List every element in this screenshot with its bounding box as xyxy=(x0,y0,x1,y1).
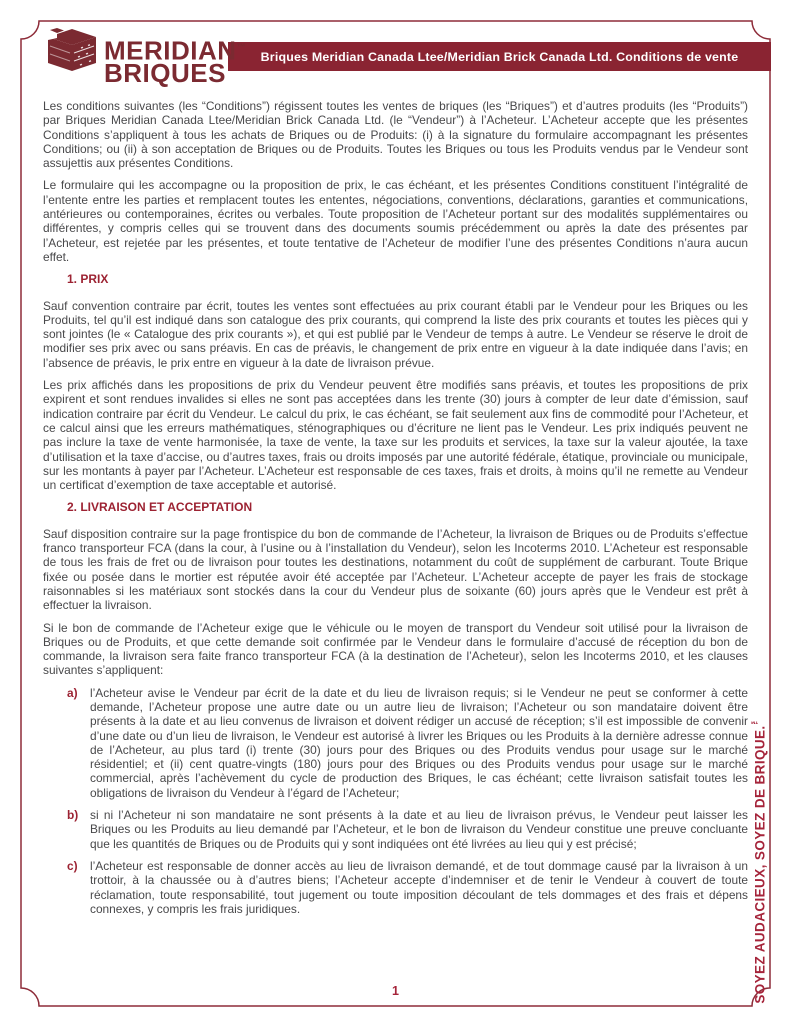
section-1-paragraph-1: Sauf convention contraire par écrit, toutes les ventes sont effectuées au prix courant établi par le Vendeur pour les Briques ou les Produits, tel qu’il est indiqué dans son catalogue des prix courants, qui comprend la liste des prix courants et toutes les pièces qui y sont jointes (le « Catalogue des prix courants »), et qui est publié par le Vendeur de temps à autre. Le Vendeur se réserve le droit de modifier ses prix avec ou sans préavis. En cas de préavis, le changement de prix entre en vigueur à la date indiquée dans l’avis; en l’absence de préavis, le prix entre en vigueur à la date de livraison prévue. xyxy=(43,298,748,370)
list-text-c: l’Acheteur est responsable de donner accès au lieu de livraison demandé, et de tout dommage causé par la livraison à un trottoir, à la chaussée ou à d’autres biens; l’Acheteur accepte d’indemniser et de tenir le Vendeur à couvert de toute réclamation, toute responsabilité, tout jugement ou toute imposition découlant de tels dommages et des frais et dépens connexes, y compris les frais juridiques. xyxy=(90,858,748,916)
tagline-trademark-symbol: ™ xyxy=(749,716,759,726)
logo-line1: MERIDIAN xyxy=(104,35,237,66)
meridian-briques-logo xyxy=(44,26,247,88)
list-marker-b: b) xyxy=(67,808,79,823)
list-marker-a: a) xyxy=(67,685,78,700)
list-marker-c: c) xyxy=(67,858,78,873)
list-text-a: l’Acheteur avise le Vendeur par écrit de la date et du lieu de livraison requis; si le Vendeur ne peut se conformer à cette demande, l’Acheteur propose une autre date ou un autre lieu de livraison; l’Acheteur ou son mandataire doivent être présents à la date et au lieu convenus de livraison et doivent rédiger un accusé de réception; s’il est impossible de convenir d’une date ou d’un lieu de livraison, le Vendeur est autorisé à livrer les Briques ou les Produits à la dernière adresse connue de l’Acheteur, au plus tard (i) trente (30) jours pour des Briques ou des Produits vendus pour usage sur le marché résidentiel; et (ii) cent quatre-vingts (180) jours pour des Briques ou des Produits vendus pour usage sur le marché commercial, après l’achèvement du cycle de production des Briques, le cas échéant; cette livraison satisfait toutes les obligations de livraison du Vendeur à l’égard de l’Acheteur; xyxy=(90,685,748,800)
document-title: Briques Meridian Canada Ltee/Meridian Brick Canada Ltd. Conditions de vente xyxy=(260,49,739,64)
list-item-c xyxy=(67,859,748,916)
section-heading-prix: 1. PRIX xyxy=(67,272,109,287)
logo-line2: BRIQUES xyxy=(104,57,226,88)
section-heading-livraison: 2. LIVRAISON ET ACCEPTATION xyxy=(67,500,253,515)
intro-paragraph-1: Les conditions suivantes (les “Conditions”) régissent toutes les ventes de briques (les “Briques”) et d’autres produits (les “Produits”) par Briques Meridian Canada Ltee/Meridian Brick Canada Ltd. (le “Vendeur”) à l’Acheteur. L’Acheteur accepte que les présentes Conditions s’appliquent à tous les achats de Briques ou de Produits: (i) à la signature du formulaire accompagnant les présentes Conditions; ou (ii) à son acceptation de Briques ou de Produits. Toutes les Briques ou tous les Produits vendus par le Vendeur sont assujettis aux présentes Conditions. xyxy=(43,99,748,171)
section-2-paragraph-1: Sauf disposition contraire sur la page frontispice du bon de commande de l’Acheteur, la livraison de Briques ou de Produits s’effectue franco transporteur FCA (dans la cour, à l’usine ou à l’installation du Vendeur), selon les Incoterms 2010. L’Acheteur est responsable de tous les frais de fret ou de livraison pour toutes les destinations, notamment du coût de supplément de carburant. Toute Brique fixée ou posée dans le mortier est réputée avoir été acceptée par l’Acheteur. L’Acheteur accepte de payer les frais de stockage raisonnables si les matériaux sont stockés dans la cour du Vendeur plus de soixante (60) jours après que le Vendeur est prêt à effectuer la livraison. xyxy=(43,526,748,613)
list-item-b xyxy=(67,808,748,851)
tagline-text: SOYEZ AUDACIEUX, SOYEZ DE BRIQUE. xyxy=(752,725,767,1004)
page-number: 1 xyxy=(392,984,399,998)
intro-paragraph-2: Le formulaire qui les accompagne ou la proposition de prix, le cas échéant, et les présentes Conditions constituent l’intégralité de l’entente entre les parties et remplacent toutes les ententes, négociations, conventions, déclarations, garanties et communications, antérieures ou contemporaines, écrites ou verbales. Toute proposition de l’Acheteur portant sur des modalités supplémentaires ou différentes, y compris celles qui se trouvent dans des documents soumis précédemment ou après la date des présentes par l’Acheteur, est rejetée par les présentes, et toute tentative de l’Acheteur de modifier l’une des présentes Conditions n’aura aucun effet. xyxy=(43,178,748,264)
trademark-symbol: ™ xyxy=(236,42,247,52)
list-text-b: si ni l’Acheteur ni son mandataire ne sont présents à la date et au lieu de livraison prévus, le Vendeur peut laisser les Briques ou les Produits au lieu demandé par l’Acheteur, et le bon de livraison du Vendeur constitue une preuve concluante que les quantités de Briques ou de Produits qui y sont indiquées ont été livrées au lieu qui y est précisé; xyxy=(90,808,748,851)
title-banner xyxy=(228,42,771,71)
document-body xyxy=(43,99,748,924)
section-2-paragraph-2: Si le bon de commande de l’Acheteur exige que le véhicule ou le moyen de transport du Vendeur soit utilisé pour la livraison de Briques ou de Produits, et que cette demande soit confirmée par le Vendeur dans le formulaire d’accusé de réception du bon de commande, la livraison sera faite franco transporteur FCA (à la destination de l’Acheteur), selon les Incoterms 2010, et les clauses suivantes s’appliquent: xyxy=(43,620,748,678)
vertical-tagline xyxy=(750,716,768,1004)
logo-wordmark xyxy=(104,35,247,88)
list-item-a xyxy=(67,686,748,800)
section-1-paragraph-2: Les prix affichés dans les propositions de prix du Vendeur peuvent être modifiés sans préavis, et toutes les propositions de prix expirent et sont rendues invalides si elles ne sont pas acceptées dans les trente (30) jours à compter de leur date d’émission, sauf indication contraire par écrit du Vendeur. Le calcul du prix, le cas échéant, se fait seulement aux fins de commodité pour l’Acheteur, et ce calcul ainsi que les erreurs mathématiques, sténographiques ou d’écriture ne lient pas le Vendeur. Les prix indiqués peuvent ne pas inclure la taxe de vente harmonisée, la taxe de vente, la taxe sur les produits et services, la taxe sur la valeur ajoutée, la taxe d’utilisation et la taxe d’accise, ou d’autres taxes, frais ou droits imposés par une autorité fédérale, étatique, provinciale ou municipale, sur les montants à payer par l’Acheteur. L’Acheteur est responsable de ces taxes, frais et droits, à moins qu’il ne remette au Vendeur un certificat d’exemption de taxe acceptable et autorisé. xyxy=(43,378,748,493)
brick-cube-icon xyxy=(44,26,100,83)
